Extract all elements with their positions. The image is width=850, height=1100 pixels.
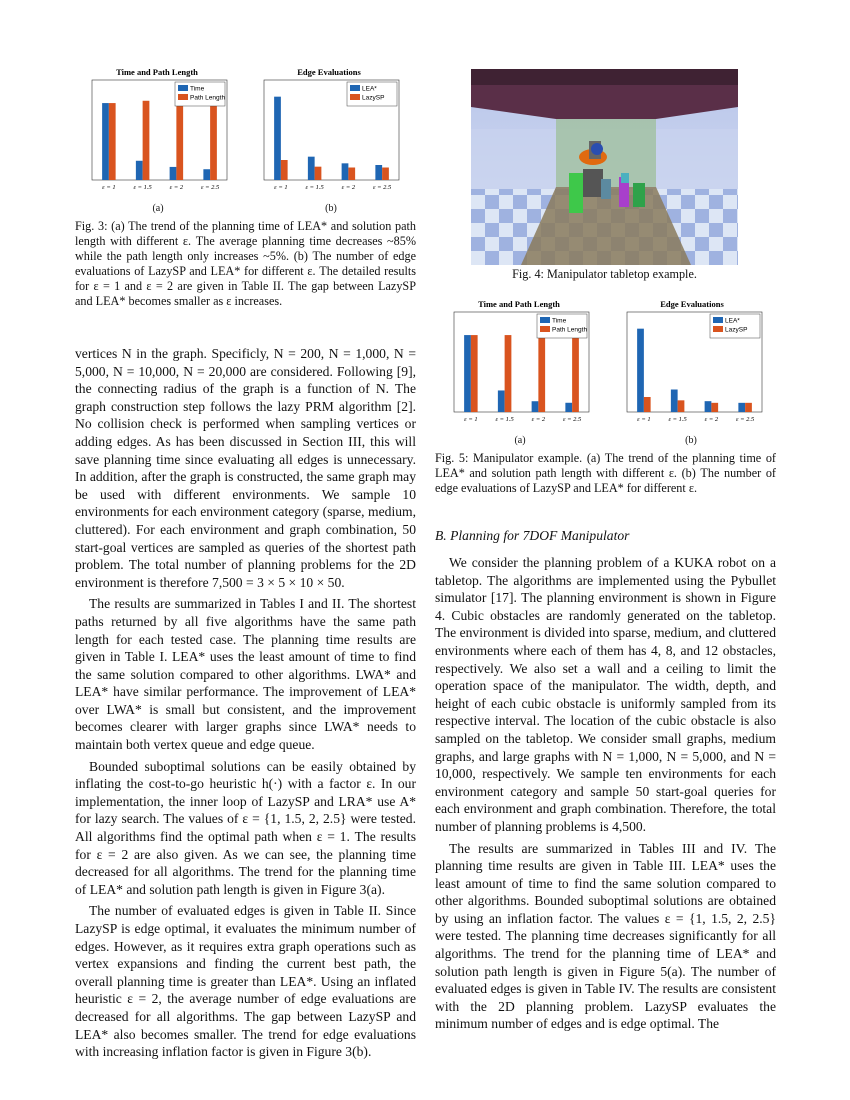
legend-label: Time (190, 85, 205, 93)
fig5-sub-a-label: (a) (514, 435, 526, 446)
tick-label: ε = 2.5 (735, 416, 755, 423)
legend-swatch (713, 326, 723, 332)
tick-label: ε = 2.5 (562, 416, 582, 423)
right-paragraph-2: The results are summarized in Tables III and IV. The planning time results are given in Table III. LEA* uses the least amount of time to find the same solution compared to other algorithms. Bounded suboptimal solutions are obtained by using an inflation factor. The values ε = {1, 1.5, 2, 2.5} were tested. The planning time decreases significantly for all algorithms. The trend for the planning time of LEA* and solution path length is given in Figure 5(a). The number of evaluated edges is given in Table IV. The results are consistent with the 2D planning problem. LazySP evaluates the minimum number of edges and is edge optimal. The (435, 840, 776, 1032)
legend-label: LazySP (362, 94, 385, 102)
tick-label: ε = 1.5 (133, 184, 152, 191)
fig4-scene-image (471, 69, 738, 265)
bar-lea--0 (274, 97, 281, 180)
bar-time-1 (136, 161, 143, 180)
tick-label: ε = 1.5 (668, 416, 687, 423)
bar-lazysp-0 (644, 397, 651, 412)
tick-label: ε = 2.5 (200, 184, 220, 191)
bar-path-length-2 (538, 334, 545, 412)
tick-label: ε = 2 (169, 184, 184, 191)
bar-lazysp-2 (348, 168, 355, 181)
bar-lea--3 (738, 403, 745, 412)
bar-lea--2 (705, 401, 712, 412)
fig4-caption: Fig. 4: Manipulator tabletop example. (512, 267, 697, 281)
fig3b-svg (254, 66, 404, 196)
chart-title: Time and Path Length (478, 299, 560, 309)
bar-path-length-0 (109, 103, 116, 180)
bar-lea--3 (375, 165, 382, 180)
fig5-sub-b-label: (b) (685, 435, 697, 446)
fig3b-chart (254, 66, 404, 196)
legend-label: LazySP (725, 326, 748, 334)
legend-label: Time (552, 317, 567, 325)
bar-lea--2 (342, 163, 349, 180)
legend-label: Path Length (190, 94, 226, 102)
bar-lazysp-1 (678, 400, 685, 412)
left-paragraph-4: The number of evaluated edges is given in Table II. Since LazySP is edge optimal, it evaluates the minimum number of edges. However, as it requires extra graph operations such as vertex expansions and finding the current best path, the overall planning time is greater than LEA*. Using an inflated heuristic ε = 2, the average number of edge evaluations are decreased for all algorithms. The gap between LazySP and LEA* also becomes smaller. The trend for edge evaluations with increasing inflation factor is given in Figure 3(b). (75, 903, 416, 1060)
bar-time-0 (102, 103, 109, 180)
fig5b-chart (617, 298, 767, 428)
legend-swatch (350, 85, 360, 91)
fig4-scene-svg (471, 69, 738, 265)
legend-swatch (713, 317, 723, 323)
legend-swatch (350, 94, 360, 100)
bar-time-1 (498, 390, 505, 412)
bar-lazysp-1 (315, 167, 322, 180)
legend-swatch (178, 85, 188, 91)
tick-label: ε = 2 (704, 416, 719, 423)
bar-path-length-2 (176, 99, 183, 180)
legend-label: LEA* (362, 85, 377, 93)
left-column (75, 345, 416, 1061)
fig3-caption: Fig. 3: (a) The trend of the planning time of LEA* and solution path length with different ε. The average planning time decreases ~85% while the path length only increases ~5%. (b) The number of edge evaluations of LazySP and LEA* for different ε. The detailed results for ε = 1 and ε = 2 are given in Table II. The gap between LazySP and LEA* becomes smaller as ε increases. (75, 219, 416, 308)
tick-label: ε = 1.5 (495, 416, 514, 423)
bar-time-0 (464, 335, 471, 412)
bar-path-length-0 (471, 335, 478, 412)
bar-time-3 (565, 403, 572, 412)
tick-label: ε = 2 (531, 416, 546, 423)
tick-label: ε = 1 (274, 184, 288, 191)
left-paragraph-2: The results are summarized in Tables I and II. The shortest paths returned by all five algorithms have the same path length for each tested case. The planning time results are given in Table I. LEA* uses the least amount of time to find the same solution compared to other algorithms. LWA* and LEA* have similar performance. The improvement of LEA* over LWA* is small but consistent, and the improvement becomes clearer with larger graphs since LWA* needs to maintain both vertex queue and edge queue. (75, 596, 416, 753)
chart-title: Edge Evaluations (297, 67, 361, 77)
legend-swatch (540, 317, 550, 323)
fig3a-chart (82, 66, 232, 196)
legend-swatch (540, 326, 550, 332)
section-b-title: B. Planning for 7DOF Manipulator (435, 528, 630, 543)
bar-path-length-3 (210, 99, 217, 180)
bar-lea--0 (637, 329, 644, 412)
legend-swatch (178, 94, 188, 100)
bar-lea--1 (308, 157, 315, 180)
bar-path-length-1 (143, 101, 150, 180)
legend-label: LEA* (725, 317, 740, 325)
tick-label: ε = 2.5 (372, 184, 392, 191)
right-column (435, 528, 776, 1033)
fig3-sub-b-label: (b) (325, 203, 337, 214)
fig5a-svg (444, 298, 594, 428)
fig5a-chart (444, 298, 594, 428)
left-paragraph-1: vertices N in the graph. Specificly, N = 200, N = 1,000, N = 5,000, N = 10,000, N = 20,000 are considered. Following [9], the connecting radius of the graph is a function of N. The graph construction step follows the lazy PRM algorithm [2]. No collision check is performed when sampling vertices or adding edges. As has been discussed in Section III, this will save planning time since evaluating all edges is unnecessary. In addition, after the graph is constructed, the same graph may be used with different environments. We sample 10 environments for each environment category (sparse, medium, cluttered). For each environment and graph combination, 50 start-goal vertices are sampled as queries of the shortest path problem. The total number of planning problems for the 2D environment is therefore 7,500 = 3 × 5 × 10 × 50. (75, 346, 416, 590)
bar-time-2 (532, 401, 539, 412)
tick-label: ε = 1.5 (305, 184, 324, 191)
fig5-caption: Fig. 5: Manipulator example. (a) The trend of the planning time of LEA* and solution path length with different ε. (b) The number of edge evaluations of LazySP and LEA* for different ε. (435, 451, 776, 495)
bar-lea--1 (671, 390, 678, 413)
tick-label: ε = 1 (637, 416, 651, 423)
bar-time-3 (203, 169, 210, 180)
chart-title: Edge Evaluations (660, 299, 724, 309)
bar-lazysp-3 (745, 403, 752, 412)
left-paragraph-3: Bounded suboptimal solutions can be easily obtained by inflating the cost-to-go heuristic h(·) with a factor ε. In our implementation, the inner loop of LazySP and LRA* use A* for lazy search. The values of ε = {1, 1.5, 2, 2.5} were tested. All algorithms find the optimal path when ε = 1. The results for ε = 2 are also given. As we can see, the planning time decreased for all algorithms. The trend for the planning time of LEA* and solution path length is given in Figure 3(a). (75, 758, 416, 897)
fig5b-svg (617, 298, 767, 428)
bar-time-2 (170, 167, 177, 180)
tick-label: ε = 1 (102, 184, 116, 191)
fig3-sub-a-label: (a) (152, 203, 164, 214)
bar-lazysp-3 (382, 168, 389, 181)
right-paragraph-1: We consider the planning problem of a KUKA robot on a tabletop. The algorithms are implemented using the Pybullet simulator [17]. The planning environment is shown in Figure 4. Cubic obstacles are randomly generated on the tabletop. The environment is divided into sparse, medium, and cluttered environments where each of them has 4, 8, and 12 obstacles, respectively. We also set a wall and a ceiling to limit the operation space of the manipulator. The width, depth, and height of each cubic obstacle is uniformly sampled from its respective interval. The location of the cubic obstacle is also sampled on the tabletop. We consider small graphs, medium graphs, and large graphs with N = 1,000, N = 5,000, and N = 10,000, respectively. We sample ten environments for each environment category and sample 50 start-goal queries for each environment and graph combination. Therefore, the total number of planning problems is 4,500. (435, 555, 776, 834)
chart-title: Time and Path Length (116, 67, 198, 77)
fig3a-svg (82, 66, 232, 196)
bar-path-length-1 (505, 335, 512, 412)
bar-path-length-3 (572, 331, 579, 412)
tick-label: ε = 2 (341, 184, 356, 191)
bar-lazysp-2 (711, 403, 718, 412)
bar-lazysp-0 (281, 160, 288, 180)
tick-label: ε = 1 (464, 416, 478, 423)
legend-label: Path Length (552, 326, 588, 334)
